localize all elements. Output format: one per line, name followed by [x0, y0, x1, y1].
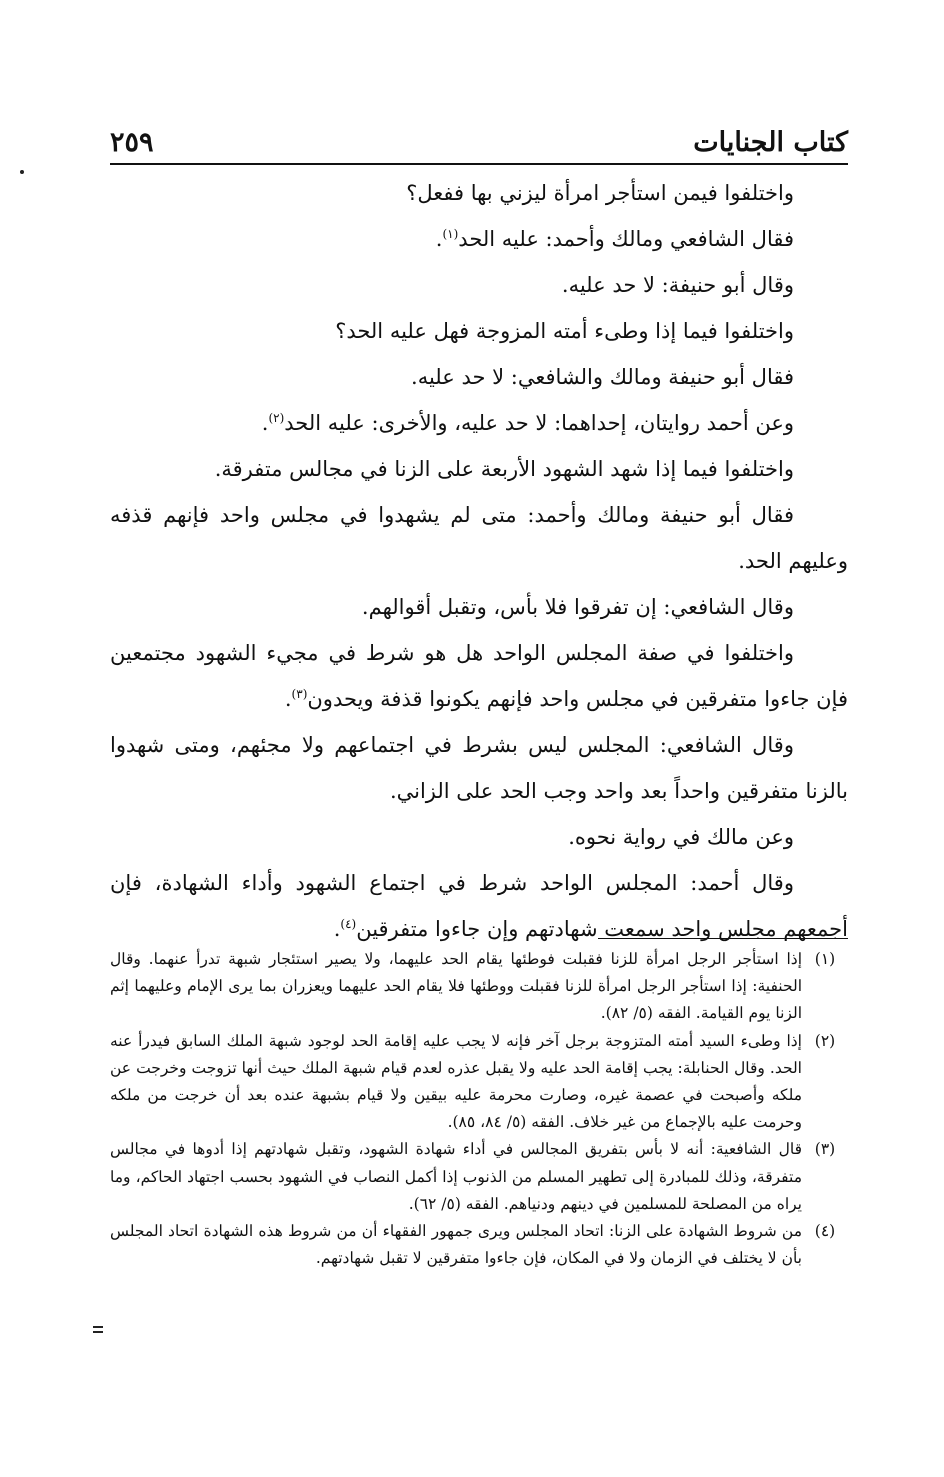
paragraph-text: وقال أبو حنيفة: لا حد عليه. [561, 273, 794, 297]
paragraph-end: . [261, 411, 269, 435]
paragraph-end: . [284, 687, 292, 711]
paragraph [110, 170, 848, 216]
paragraph-text: فقال أبو حنيفة ومالك وأحمد: متى لم يشهدوا في مجلس واحد فإنهم قذفه وعليهم الحد. [110, 503, 848, 573]
footnotes-rule [598, 938, 848, 939]
footnote-number: (٤) [814, 1222, 836, 1241]
footnote-ref: (٤) [340, 917, 357, 931]
footnote-ref: (١) [442, 227, 459, 241]
paragraph-text: وقال أحمد: المجلس الواحد شرط في اجتماع الشهود وأداء الشهادة، فإن أجمعهم مجلس واحد سمعت شهادتهم وإن جاءوا متفرقين [110, 871, 848, 941]
page-number: ٢٥٩ [110, 126, 154, 158]
paragraph-text: واختلفوا فيما إذا شهد الشهود الأربعة على الزنا في مجالس متفرقة. [214, 457, 794, 481]
footnote [110, 1136, 848, 1218]
running-title: كتاب الجنايات [693, 126, 848, 158]
paragraph-text: واختلفوا فيمن استأجر امرأة ليزني بها ففعل؟ [406, 181, 794, 205]
page-header [110, 122, 848, 162]
footnote-text: إذا وطىء السيد أمته المتزوجة برجل آخر فإنه لا يجب عليه إقامة الحد لوجود شبهة الملك السابق فيدرأ عنه الحد. وقال الحنابلة: يجب إقامة الحد عليه ولا يقبل عذره لعدم قيام شبهة الملك حيث أنها تزوجت وخرجت عن ملكه وأصبحت في عصمة غيره، وصارت محرمة عليه بيقين ولا قيام بشبهة عنده بعد أن خرجت من ملكه وحرمت عليه بالإجماع من غير خلاف. الفقه (٥/ ٨٤، ٨٥). [110, 1031, 802, 1132]
footnotes [110, 946, 848, 1272]
paragraph [110, 814, 848, 860]
paragraph-end: . [333, 917, 341, 941]
paragraph [110, 722, 848, 814]
paragraph [110, 308, 848, 354]
footnote-number: (١) [814, 950, 836, 968]
scan-speck [93, 1326, 103, 1328]
paragraph-end: . [435, 227, 443, 251]
paragraph [110, 584, 848, 630]
paragraph [110, 216, 848, 262]
paragraph [110, 630, 848, 722]
paragraph-text: فقال أبو حنيفة ومالك والشافعي: لا حد عليه. [411, 365, 794, 389]
footnote-number: (٣) [814, 1140, 836, 1159]
paragraph-text: واختلفوا في صفة المجلس الواحد هل هو شرط في مجيء الشهود مجتمعين فإن جاءوا متفرقين في مجلس واحد فإنهم يكونوا قذفة ويحدون [110, 641, 848, 711]
footnote-text: من شروط الشهادة على الزنا: اتحاد المجلس ويرى جمهور الفقهاء أن من شروط هذه الشهادة اتحاد المجلس بأن لا يختلف في الزمان ولا في المكان، فإن جاءوا متفرقين لا تقبل شهادتهم. [110, 1222, 802, 1268]
paragraph-text: واختلفوا فيما إذا وطىء أمته المزوجة فهل عليه الحد؟ [335, 319, 794, 343]
paragraph-text: فقال الشافعي ومالك وأحمد: عليه الحد [458, 227, 794, 251]
footnote-number: (٢) [814, 1031, 836, 1050]
footnote [110, 946, 848, 1028]
paragraph [110, 354, 848, 400]
paragraph [110, 400, 848, 446]
paragraph-text: وعن مالك في رواية نحوه. [568, 825, 794, 849]
header-rule [110, 163, 848, 165]
footnote-ref: (٣) [291, 687, 308, 701]
footnote [110, 1218, 848, 1272]
footnote-ref: (٢) [268, 411, 285, 425]
footnote [110, 1028, 848, 1137]
paragraph [110, 446, 848, 492]
paragraph [110, 262, 848, 308]
paragraph-text: وقال الشافعي: المجلس ليس بشرط في اجتماعهم ولا مجئهم، ومتى شهدوا بالزنا متفرقين واحداً بعد واحد وجب الحد على الزاني. [110, 733, 848, 803]
footnote-text: إذا استأجر الرجل امرأة للزنا فقبلت فوطئها يقام الحد عليهما، ولا يصير استئجار شبهة تدرأ عنهما. وقال الحنفية: إذا استأجر الرجل امرأة للزنا فقبلت ووطئها فلا يقام الحد عليهما ويعزران بما يرى الإمام وعليهما إثم الزنا يوم القيامة. الفقه (٥/ ٨٢). [110, 950, 802, 1023]
scan-speck [93, 1331, 103, 1333]
paragraph-text: وعن أحمد روايتان، إحداهما: لا حد عليه، والأخرى: عليه الحد [284, 411, 794, 435]
footnote-text: قال الشافعية: أنه لا بأس بتفريق المجالس في أداء شهادة الشهود، وتقبل شهادتهم إذا أدوها في مجالس متفرقة، وذلك للمبادرة إلى تطهير المسلم من الذنوب إذا أكمل النصاب في الشهود بحسب اجتهاد الحاكم، وما يراه من المصلحة للمسلمين في دينهم ودنياهم. الفقه (٥/ ٦٢). [110, 1140, 802, 1213]
paragraph [110, 492, 848, 584]
main-text [110, 170, 848, 952]
paragraph-text: وقال الشافعي: إن تفرقوا فلا بأس، وتقبل أقوالهم. [361, 595, 794, 619]
scan-speck [20, 170, 24, 174]
